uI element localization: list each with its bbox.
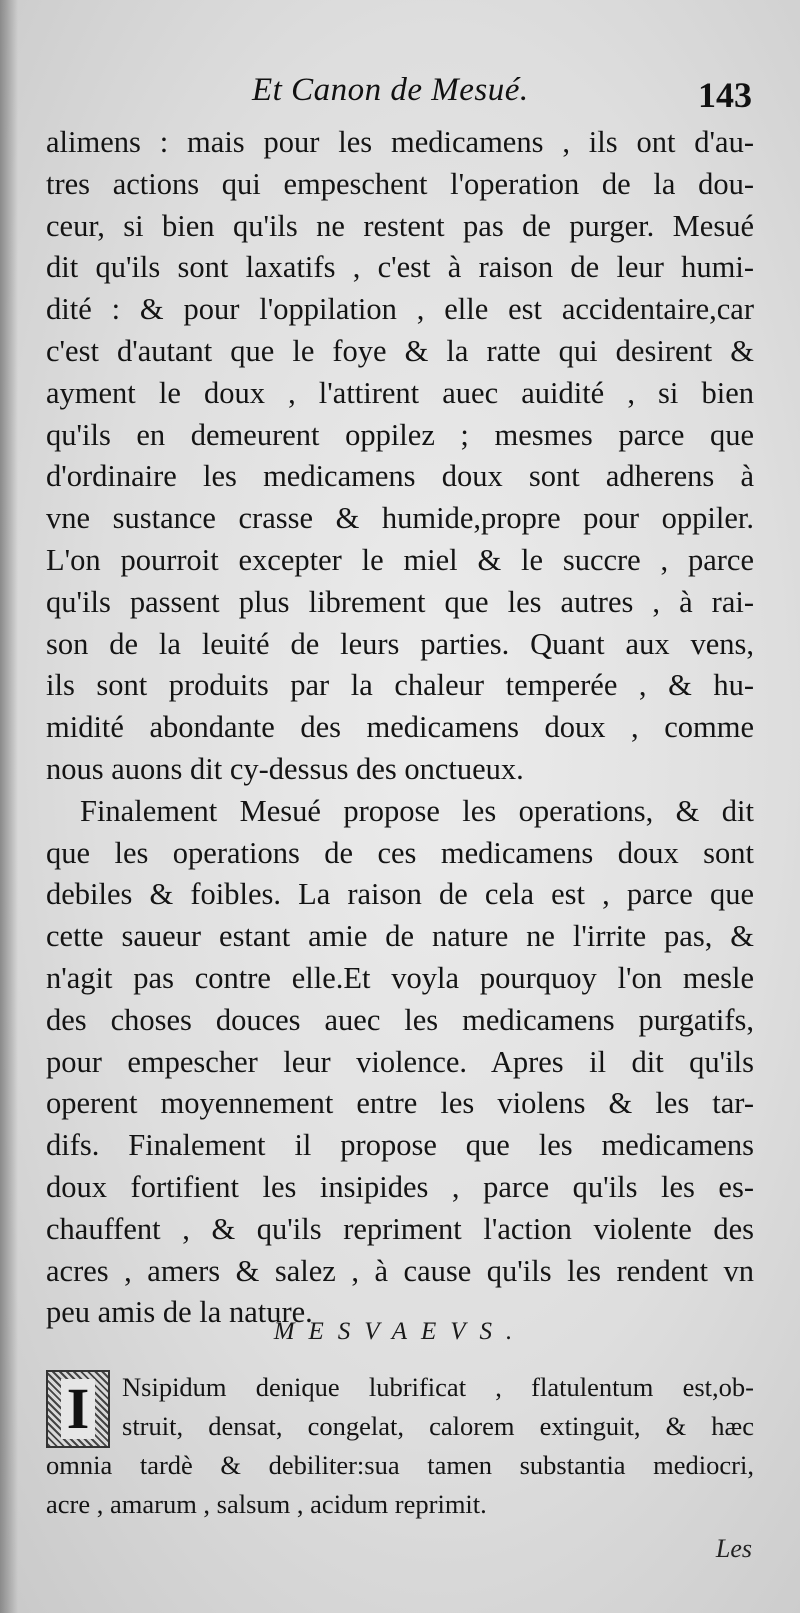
page-number: 143: [698, 75, 752, 115]
text-line: c'est d'autant que le foye & la ratte qui desirent &: [46, 333, 754, 368]
text-line: alimens : mais pour les medicamens , ils ont d'au-: [46, 125, 754, 159]
text-line: que les operations de ces medicamens doux sont: [46, 835, 754, 870]
drop-cap-letter: I: [61, 1379, 96, 1439]
text-line: acre , amarum , salsum , acidum reprimit.: [46, 1489, 487, 1519]
text-line: cette saueur estant amie de nature ne l'irrite pas, &: [46, 919, 754, 954]
body-text: [46, 122, 754, 1334]
latin-text: [46, 1368, 754, 1524]
text-line: qu'ils passent plus librement que les autres , à rai-: [46, 584, 754, 619]
text-line: tres actions qui empeschent l'operation de la dou-: [46, 166, 754, 201]
text-line: pour empescher leur violence. Apres il dit qu'ils: [46, 1044, 754, 1079]
text-line: L'on pourroit excepter le miel & le succre , parce: [46, 542, 754, 577]
text-line: Finalement Mesué propose les operations, & dit: [80, 793, 754, 828]
text-line: omnia tardè & debiliter:sua tamen substantia mediocri,: [46, 1450, 754, 1480]
paragraph-2: [46, 791, 754, 1334]
text-line: nous auons dit cy-dessus des onctueux.: [46, 751, 524, 786]
running-title: Et Canon de Mesué.: [252, 72, 529, 108]
text-line: debiles & foibles. La raison de cela est , parce que: [46, 877, 754, 912]
text-line: peu amis de la nature.: [46, 1295, 313, 1330]
page-edge-shadow: [0, 0, 18, 1613]
text-line: des choses douces auec les medicamens purgatifs,: [46, 1002, 754, 1037]
page-header: [0, 72, 800, 122]
text-line: chauffent , & qu'ils repriment l'action violente des: [46, 1211, 754, 1246]
text-line: midité abondante des medicamens doux , comme: [46, 710, 754, 745]
paragraph-1: [46, 122, 754, 791]
text-line: ils sont produits par la chaleur temperée , & hu-: [46, 668, 754, 703]
text-line: son de la leuité de leurs parties. Quant aux vens,: [46, 626, 754, 661]
text-line: acres , amers & salez , à cause qu'ils les rendent vn: [46, 1253, 754, 1288]
text-line: difs. Finalement il propose que les medicamens: [46, 1128, 754, 1163]
text-line: struit, densat, congelat, calorem extinguit, & hæc: [122, 1411, 754, 1441]
text-line: dité : & pour l'oppilation , elle est accidentaire,car: [46, 292, 754, 327]
text-line: n'agit pas contre elle.Et voyla pourquoy l'on mesle: [46, 960, 754, 995]
text-line: ceur, si bien qu'ils ne restent pas de purger. Mesué: [46, 208, 754, 243]
text-line: qu'ils en demeurent oppilez ; mesmes parce que: [46, 417, 754, 452]
text-line: ayment le doux , l'attirent auec auidité , si bien: [46, 375, 754, 410]
catchword: Les: [715, 1534, 752, 1563]
text-line: operent moyennement entre les violens & les tar-: [46, 1086, 754, 1121]
text-line: d'ordinaire les medicamens doux sont adherens à: [46, 459, 754, 494]
text-line: dit qu'ils sont laxatifs , c'est à raison de leur humi-: [46, 250, 754, 285]
section-heading: MESVAEVS.: [273, 1318, 527, 1345]
text-line: vne sustance crasse & humide,propre pour oppiler.: [46, 501, 754, 536]
text-line: doux fortifient les insipides , parce qu'ils les es-: [46, 1169, 754, 1204]
text-line: Nsipidum denique lubrificat , flatulentum est,ob-: [122, 1372, 754, 1402]
drop-cap: [46, 1370, 110, 1448]
